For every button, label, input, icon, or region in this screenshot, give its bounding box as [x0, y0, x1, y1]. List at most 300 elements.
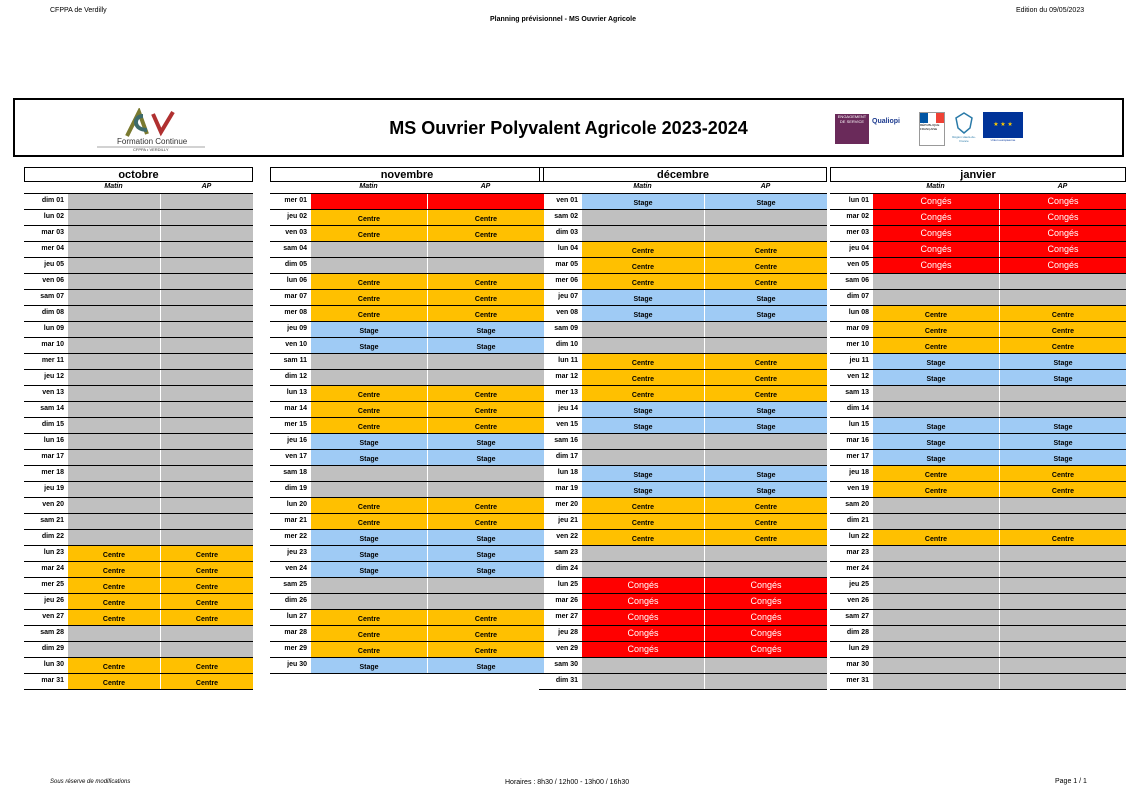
cell-matin: [67, 386, 160, 401]
cell-matin: [67, 306, 160, 321]
day-row: [539, 578, 827, 594]
cell-matin: Congés: [872, 242, 999, 257]
cell-ap: [160, 402, 253, 417]
day-label: jeu 25: [849, 581, 869, 588]
cell-matin: [67, 354, 160, 369]
day-label: mer 15: [284, 421, 307, 428]
cell-ap: Stage: [704, 482, 827, 497]
cell-ap: [704, 434, 827, 449]
cell-ap: Centre: [427, 642, 544, 657]
day-row: [270, 386, 544, 402]
page-title: MS Ouvrier Polyvalent Agricole 2023-2024: [389, 118, 748, 138]
day-row: [539, 482, 827, 498]
cell-matin: [310, 594, 427, 609]
cell-matin: Congés: [581, 578, 704, 593]
cell-matin: Centre: [872, 306, 999, 321]
cell-matin: [872, 594, 999, 609]
cell-ap: [704, 226, 827, 241]
cell-ap: Centre: [704, 354, 827, 369]
cell-matin: Centre: [581, 242, 704, 257]
day-row: [830, 194, 1126, 210]
cell-matin: [67, 498, 160, 513]
cell-matin: Stage: [310, 546, 427, 561]
day-row: [24, 674, 253, 690]
cell-matin: Centre: [67, 578, 160, 593]
cell-matin: Centre: [872, 338, 999, 353]
cell-ap: Centre: [160, 610, 253, 625]
day-row: [539, 370, 827, 386]
day-label: mer 17: [846, 453, 869, 460]
day-row: [24, 466, 253, 482]
day-row: [24, 290, 253, 306]
day-row: [24, 274, 253, 290]
day-label: ven 13: [42, 389, 64, 396]
badge-qualiopi: Qualiopi: [872, 118, 900, 125]
day-label: sam 21: [40, 517, 64, 524]
cell-matin: [310, 194, 427, 209]
day-row: [539, 194, 827, 210]
cell-ap: [704, 546, 827, 561]
day-row: [830, 274, 1126, 290]
day-row: [270, 402, 544, 418]
cell-ap: Centre: [704, 370, 827, 385]
day-row: [24, 338, 253, 354]
header-right: Edition du 09/05/2023: [1016, 7, 1085, 14]
cell-ap: [999, 498, 1126, 513]
cell-ap: [999, 546, 1126, 561]
day-row: [24, 386, 253, 402]
day-label: mar 05: [555, 261, 578, 268]
day-label: mar 21: [284, 517, 307, 524]
day-label: jeu 19: [44, 485, 64, 492]
cell-ap: Centre: [999, 306, 1126, 321]
day-row: [830, 450, 1126, 466]
cell-ap: Centre: [427, 514, 544, 529]
day-row: [24, 258, 253, 274]
cell-ap: [160, 482, 253, 497]
day-row: [830, 658, 1126, 674]
cell-matin: Centre: [581, 258, 704, 273]
day-label: dim 21: [846, 517, 869, 524]
badge-eu-text: Union européenne: [990, 138, 1016, 142]
day-label: lun 27: [286, 613, 307, 620]
cell-matin: Centre: [872, 322, 999, 337]
day-row: [539, 546, 827, 562]
cell-ap: Congés: [704, 642, 827, 657]
cell-matin: [67, 210, 160, 225]
day-row: [830, 674, 1126, 690]
cell-ap: [160, 466, 253, 481]
day-row: [24, 610, 253, 626]
cell-ap: [704, 450, 827, 465]
cell-ap: Centre: [160, 578, 253, 593]
day-label: mer 25: [41, 581, 64, 588]
cell-ap: [427, 578, 544, 593]
cell-ap: Centre: [427, 290, 544, 305]
day-row: [830, 498, 1126, 514]
day-label: mer 10: [846, 341, 869, 348]
cell-matin: [872, 514, 999, 529]
cell-ap: Congés: [704, 578, 827, 593]
cell-ap: [427, 370, 544, 385]
cell-ap: Centre: [427, 226, 544, 241]
cell-ap: Centre: [999, 530, 1126, 545]
day-label: dim 22: [41, 533, 64, 540]
day-label: jeu 14: [558, 405, 578, 412]
day-label: ven 20: [42, 501, 64, 508]
cell-matin: Centre: [67, 546, 160, 561]
day-row: [539, 642, 827, 658]
cell-ap: Stage: [999, 434, 1126, 449]
cell-matin: [872, 562, 999, 577]
day-row: [830, 642, 1126, 658]
day-row: [830, 578, 1126, 594]
day-label: sam 09: [554, 325, 578, 332]
day-row: [830, 482, 1126, 498]
footer-left: Sous réserve de modifications: [50, 779, 131, 785]
cell-ap: Stage: [427, 530, 544, 545]
day-row: [539, 658, 827, 674]
day-label: dim 10: [555, 341, 578, 348]
cell-matin: [581, 226, 704, 241]
day-row: [24, 322, 253, 338]
region-shape-icon: [954, 112, 974, 134]
cell-matin: Centre: [581, 514, 704, 529]
day-row: [830, 338, 1126, 354]
day-label: mar 03: [41, 229, 64, 236]
cell-ap: Congés: [704, 610, 827, 625]
cell-matin: [67, 194, 160, 209]
day-row: [830, 626, 1126, 642]
cell-matin: [581, 322, 704, 337]
cell-matin: [310, 354, 427, 369]
day-row: [539, 290, 827, 306]
month-table-1: [270, 167, 544, 674]
day-label: ven 17: [285, 453, 307, 460]
cell-ap: Stage: [704, 290, 827, 305]
day-label: mar 09: [846, 325, 869, 332]
day-label: sam 28: [40, 629, 64, 636]
day-label: jeu 16: [287, 437, 307, 444]
day-row: [24, 242, 253, 258]
cell-matin: [872, 546, 999, 561]
day-label: ven 10: [285, 341, 307, 348]
cell-matin: Congés: [581, 594, 704, 609]
cell-matin: Stage: [581, 418, 704, 433]
day-label: sam 07: [40, 293, 64, 300]
day-label: dim 26: [284, 597, 307, 604]
cell-matin: Centre: [581, 530, 704, 545]
day-label: mer 27: [555, 613, 578, 620]
cell-matin: [67, 642, 160, 657]
day-label: mer 18: [41, 469, 64, 476]
cell-ap: Centre: [160, 674, 253, 689]
cell-matin: Centre: [310, 418, 427, 433]
day-row: [24, 514, 253, 530]
cell-ap: Congés: [999, 258, 1126, 273]
day-row: [539, 354, 827, 370]
day-row: [539, 402, 827, 418]
day-label: dim 15: [41, 421, 64, 428]
cell-matin: Centre: [67, 658, 160, 673]
cell-ap: Centre: [427, 306, 544, 321]
cell-matin: [67, 258, 160, 273]
cell-ap: [160, 418, 253, 433]
day-row: [270, 194, 544, 210]
cell-matin: Centre: [310, 626, 427, 641]
cell-matin: [67, 322, 160, 337]
day-row: [830, 322, 1126, 338]
day-row: [539, 594, 827, 610]
cell-matin: Stage: [310, 338, 427, 353]
day-label: jeu 07: [558, 293, 578, 300]
day-label: lun 18: [557, 469, 578, 476]
cell-ap: [160, 386, 253, 401]
cell-matin: [872, 610, 999, 625]
cell-matin: Centre: [310, 274, 427, 289]
cell-ap: Stage: [704, 306, 827, 321]
cell-ap: Congés: [999, 226, 1126, 241]
cell-matin: Centre: [872, 466, 999, 481]
cell-matin: [872, 578, 999, 593]
day-label: dim 29: [41, 645, 64, 652]
cell-ap: [427, 482, 544, 497]
day-label: mer 08: [284, 309, 307, 316]
cell-matin: [872, 290, 999, 305]
month-title: décembre: [539, 167, 827, 181]
col-ap: AP: [480, 183, 491, 190]
day-label: dim 24: [555, 565, 578, 572]
day-row: [830, 306, 1126, 322]
cell-ap: Centre: [999, 466, 1126, 481]
day-row: [24, 434, 253, 450]
day-label: mar 26: [555, 597, 578, 604]
day-label: mer 24: [846, 565, 869, 572]
col-matin: Matin: [926, 183, 945, 190]
day-label: mar 14: [284, 405, 307, 412]
day-row: [270, 578, 544, 594]
cell-matin: [67, 626, 160, 641]
cell-ap: Stage: [999, 450, 1126, 465]
day-label: lun 23: [43, 549, 64, 556]
cell-ap: [999, 386, 1126, 401]
day-label: jeu 09: [287, 325, 307, 332]
day-row: [539, 322, 827, 338]
cell-ap: [160, 514, 253, 529]
cell-ap: [704, 658, 827, 673]
cell-ap: Stage: [999, 370, 1126, 385]
cell-matin: Centre: [581, 498, 704, 513]
day-row: [270, 306, 544, 322]
cell-matin: Stage: [581, 290, 704, 305]
cell-ap: [999, 402, 1126, 417]
cell-ap: [160, 354, 253, 369]
day-row: [270, 322, 544, 338]
day-label: mar 07: [284, 293, 307, 300]
day-label: mer 03: [846, 229, 869, 236]
day-label: mar 28: [284, 629, 307, 636]
day-row: [270, 658, 544, 674]
cell-matin: Centre: [872, 482, 999, 497]
day-label: jeu 04: [849, 245, 869, 252]
day-label: dim 12: [284, 373, 307, 380]
day-row: [539, 626, 827, 642]
day-row: [270, 338, 544, 354]
day-row: [539, 514, 827, 530]
day-label: mer 11: [41, 357, 64, 364]
day-label: mar 12: [555, 373, 578, 380]
day-row: [539, 226, 827, 242]
cell-matin: Centre: [67, 610, 160, 625]
cell-matin: Congés: [872, 210, 999, 225]
cell-matin: Stage: [872, 434, 999, 449]
day-label: lun 11: [558, 357, 578, 364]
cell-matin: [67, 242, 160, 257]
day-row: [539, 562, 827, 578]
cell-matin: [872, 642, 999, 657]
cell-matin: Congés: [581, 610, 704, 625]
cell-ap: Centre: [427, 274, 544, 289]
cell-matin: Centre: [581, 386, 704, 401]
acv-logo: [95, 108, 207, 152]
cell-matin: Stage: [310, 530, 427, 545]
day-row: [24, 450, 253, 466]
day-label: ven 15: [556, 421, 578, 428]
day-label: sam 23: [554, 549, 578, 556]
day-row: [539, 498, 827, 514]
cell-matin: [310, 242, 427, 257]
day-label: ven 24: [285, 565, 307, 572]
month-table-3: [830, 167, 1126, 690]
cell-ap: [999, 674, 1126, 689]
day-label: jeu 02: [287, 213, 307, 220]
cell-ap: Stage: [427, 434, 544, 449]
col-ap: AP: [1057, 183, 1068, 190]
day-row: [539, 610, 827, 626]
cell-matin: Stage: [581, 482, 704, 497]
day-label: lun 06: [286, 277, 307, 284]
day-row: [270, 594, 544, 610]
cell-ap: [160, 306, 253, 321]
cell-ap: [160, 242, 253, 257]
cell-matin: [67, 226, 160, 241]
day-label: mar 02: [846, 213, 869, 220]
month-title: janvier: [830, 167, 1126, 181]
cell-matin: [67, 450, 160, 465]
cell-matin: Stage: [310, 434, 427, 449]
cell-matin: Centre: [67, 674, 160, 689]
cell-matin: [67, 434, 160, 449]
cell-matin: [581, 546, 704, 561]
cell-ap: Centre: [999, 338, 1126, 353]
cell-ap: [160, 194, 253, 209]
cell-ap: [160, 290, 253, 305]
day-label: lun 02: [43, 213, 64, 220]
cell-matin: [67, 338, 160, 353]
cell-matin: Centre: [310, 290, 427, 305]
day-label: mar 10: [41, 341, 64, 348]
cell-ap: Congés: [999, 242, 1126, 257]
cell-matin: [872, 274, 999, 289]
month-table-0: [24, 167, 253, 690]
cell-ap: [160, 226, 253, 241]
day-label: jeu 26: [44, 597, 64, 604]
day-label: dim 07: [846, 293, 869, 300]
cell-ap: Centre: [999, 482, 1126, 497]
day-row: [539, 530, 827, 546]
cell-ap: [160, 210, 253, 225]
cell-ap: Stage: [999, 418, 1126, 433]
day-row: [24, 402, 253, 418]
cell-matin: Centre: [310, 610, 427, 625]
day-label: lun 01: [848, 197, 869, 204]
cell-matin: [310, 370, 427, 385]
day-row: [270, 274, 544, 290]
header-center: Planning prévisionnel - MS Ouvrier Agricole: [490, 16, 636, 23]
cell-matin: [67, 402, 160, 417]
cell-ap: Centre: [427, 610, 544, 625]
cell-matin: Stage: [872, 354, 999, 369]
cell-ap: Centre: [427, 626, 544, 641]
day-row: [539, 274, 827, 290]
day-row: [270, 610, 544, 626]
day-row: [830, 242, 1126, 258]
day-row: [270, 226, 544, 242]
col-matin: Matin: [633, 183, 652, 190]
cell-ap: [427, 194, 544, 209]
day-row: [830, 546, 1126, 562]
day-label: mer 04: [41, 245, 64, 252]
day-label: jeu 30: [287, 661, 307, 668]
day-label: ven 05: [847, 261, 869, 268]
cell-ap: [160, 450, 253, 465]
cell-ap: Centre: [427, 402, 544, 417]
day-label: dim 19: [284, 485, 307, 492]
cell-ap: Centre: [704, 530, 827, 545]
day-row: [24, 658, 253, 674]
day-row: [830, 594, 1126, 610]
day-label: dim 08: [41, 309, 64, 316]
day-label: jeu 28: [558, 629, 578, 636]
day-row: [539, 306, 827, 322]
day-label: jeu 11: [849, 357, 869, 364]
logo-sub: CFPPA • VERDILLY: [133, 147, 169, 152]
cell-ap: Centre: [427, 498, 544, 513]
day-label: sam 11: [283, 357, 307, 364]
cell-ap: Centre: [427, 386, 544, 401]
cell-matin: [67, 274, 160, 289]
month-title: octobre: [24, 167, 253, 181]
badge-republique: [919, 112, 945, 146]
col-ap: AP: [760, 183, 771, 190]
day-label: mar 30: [846, 661, 869, 668]
cell-ap: [427, 594, 544, 609]
day-label: mer 20: [555, 501, 578, 508]
day-row: [830, 226, 1126, 242]
day-label: ven 19: [847, 485, 869, 492]
cell-ap: Centre: [160, 658, 253, 673]
cell-ap: [999, 514, 1126, 529]
cell-ap: [160, 434, 253, 449]
cell-matin: Stage: [310, 658, 427, 673]
cell-ap: [427, 354, 544, 369]
cell-matin: Stage: [310, 562, 427, 577]
day-row: [830, 258, 1126, 274]
day-label: jeu 05: [44, 261, 64, 268]
cell-ap: [160, 530, 253, 545]
cell-matin: [581, 450, 704, 465]
cell-ap: [427, 242, 544, 257]
